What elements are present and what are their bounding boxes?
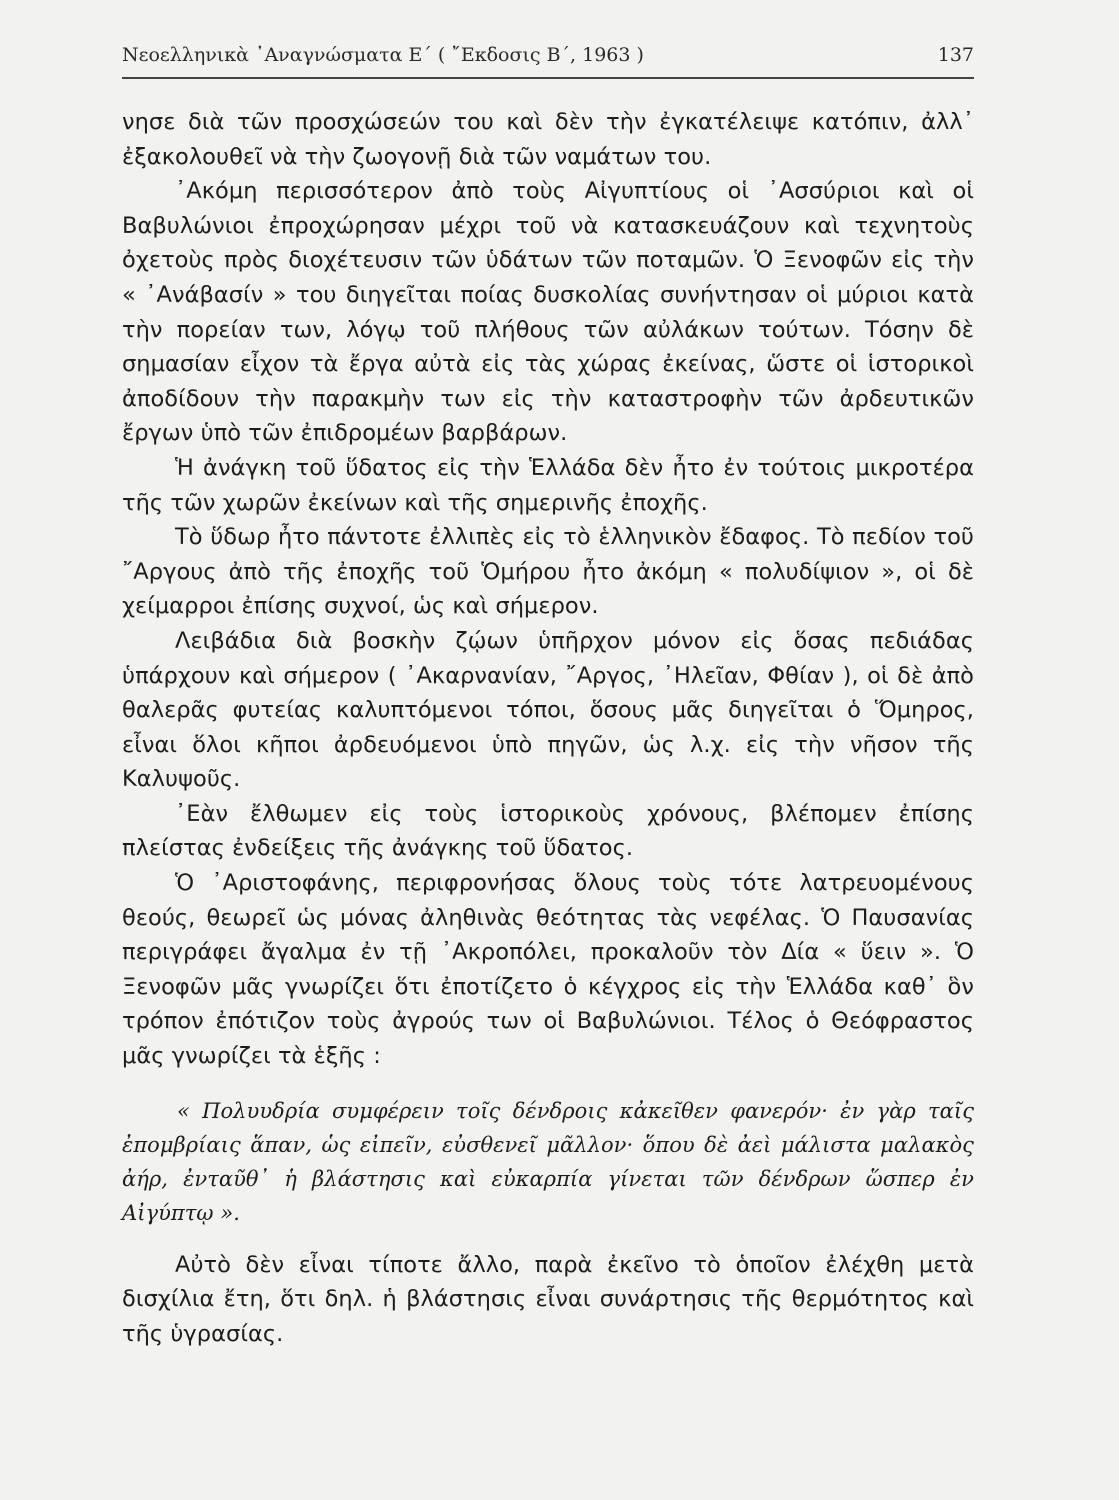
paragraph-water-need: Ἡ ἀνάγκη τοῦ ὕδατος εἰς τὴν Ἑλλάδα δὲν ἦτο ἐν τούτοις μικροτέρα τῆς τῶν χωρῶν ἐκείνων καὶ τῆς σημερινῆς ἐποχῆς. [122, 454, 974, 516]
running-header [122, 44, 974, 66]
paragraph-conclusion: Αὐτὸ δὲν εἶναι τίποτε ἄλλο, παρὰ ἐκεῖνο τὸ ὁποῖον ἐλέχθη μετὰ δισχίλια ἔτη, ὅτι δηλ. ἡ βλάστησις εἶναι συνάρτησις τῆς θερμότητος καὶ τῆς ὑγρασίας. [122, 1251, 974, 1347]
paragraph-aristophanes: Ὁ ᾿Αριστοφάνης, περιφρονήσας ὅλους τοὺς τότε λατρευομένους θεούς, θεωρεῖ ὡς μόνας ἀληθινὰς θεότητας τὰς νεφέλας. Ὁ Παυσανίας περιγράφει ἄγαλμα ἐν τῇ ᾿Ακροπόλει, προκαλοῦν τὸν Δία « ὕειν ». Ὁ Ξενοφῶν μᾶς γνωρίζει ὅτι ἐποτίζετο ὁ κέγχρος εἰς τὴν Ἑλλάδα καθ᾽ ὃν τρόπον ἐπότιζον τοὺς ἀγρούς των οἱ Βαβυλώνιοι. Τέλος ὁ Θεόφραστος μᾶς γνωρίζει τὰ ἑξῆς : [122, 870, 974, 1070]
header-rule [122, 77, 974, 79]
running-title: Νεοελληνικὰ ᾿Αναγνώσματα Ε΄ ( ῎Εκδοσις Β΄, 1963 ) [122, 44, 644, 66]
paragraph-continuation: νησε διὰ τῶν προσχώσεών του καὶ δὲν τὴν ἐγκατέλειψε κατόπιν, ἀλλ᾽ ἐξακολουθεῖ νὰ τὴν ζωογονῇ διὰ τῶν ναμάτων του. [122, 109, 974, 170]
theophrastus-quote: « Πολυυδρία συμφέρειν τοῖς δένδροις κἀκεῖθεν φανερόν· ἐν γὰρ ταῖς ἐπομβρίαις ἅπαν, ὡς εἰπεῖν, εὐσθενεῖ μᾶλλον· ὅπου δὲ ἀεὶ μάλιστα μαλακὸς ἀήρ, ἐνταῦθ᾽ ἡ βλάστησις καὶ εὐκαρπία γίνεται τῶν δένδρων ὥσπερ ἐν Αἰγύπτῳ ». [122, 1098, 974, 1225]
paragraph-assyrians: ᾿Ακόμη περισσότερον ἀπὸ τοὺς Αἰγυπτίους οἱ ᾿Ασσύριοι καὶ οἱ Βαβυλώνιοι ἐπροχώρησαν μέχρι τοῦ νὰ κατασκευάζουν καὶ τεχνητοὺς ὀχετοὺς πρὸς διοχέτευσιν τῶν ὑδάτων τῶν ποταμῶν. Ὁ Ξενοφῶν εἰς τὴν « ᾿Ανάβασίν » του διηγεῖται ποίας δυσκολίας συνήντησαν οἱ μύριοι κατὰ τὴν πορείαν των, λόγῳ τοῦ πλήθους τῶν αὐλάκων τούτων. Τόσην δὲ σημασίαν εἶχον τὰ ἔργα αὐτὰ εἰς τὰς χώρας ἐκείνας, ὥστε οἱ ἱστορικοὶ ἀποδίδουν τὴν παρακμὴν των εἰς τὴν καταστροφὴν τῶν ἀρδευτικῶν ἔργων ὑπὸ τῶν ἐπιδρομέων βαρβάρων. [122, 178, 974, 447]
paragraph-historical-times: ᾿Εὰν ἔλθωμεν εἰς τοὺς ἱστορικοὺς χρόνους, βλέπομεν ἐπίσης πλείστας ἐνδείξεις τῆς ἀνάγκης τοῦ ὕδατος. [122, 800, 974, 862]
paragraph-meadows: Λειβάδια διὰ βοσκὴν ζῴων ὑπῆρχον μόνον εἰς ὅσας πεδιάδας ὑπάρχουν καὶ σήμερον ( ᾿Ακαρνανίαν, ῎Αργος, ᾿Ηλεῖαν, Φθίαν ), οἱ δὲ ἀπὸ θαλερᾶς φυτείας καλυπτόμενοι τόποι, ὅσους μᾶς διηγεῖται ὁ Ὅμηρος, εἶναι ὅλοι κῆποι ἀρδευόμενοι ὑπὸ πηγῶν, ὡς λ.χ. εἰς τὴν νῆσον τῆς Καλυψοῦς. [122, 627, 974, 793]
paragraph-argos: Τὸ ὕδωρ ἦτο πάντοτε ἐλλιπὲς εἰς τὸ ἑλληνικὸν ἔδαφος. Τὸ πεδίον τοῦ ῎Αργους ἀπὸ τῆς ἐποχῆς τοῦ Ὁμήρου ἦτο ἀκόμη « πολυδίψιον », οἱ δὲ χείμαρροι ἐπίσης συχνοί, ὡς καὶ σήμερον. [122, 524, 974, 620]
page-number: 137 [937, 44, 974, 66]
page-body [122, 105, 974, 1351]
